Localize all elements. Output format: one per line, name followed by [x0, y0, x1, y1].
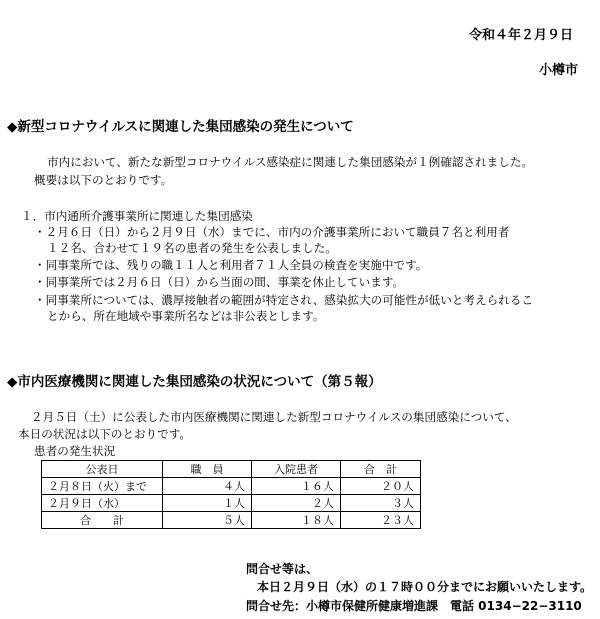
table-cell-inpatients: ２人 [252, 495, 341, 512]
section2-intro-line: 本日の状況は以下のとおりです。 [18, 427, 191, 441]
patient-status-table [41, 460, 421, 529]
section1-intro-line: 概要は以下のとおりです。 [34, 173, 173, 187]
section1-bullet: ・同事業所では、残りの職１１人と利用者７１人全員の検査を実施中です。 [34, 258, 428, 272]
document-date: 令和４年２月９日 [468, 28, 573, 43]
section2-intro-line: ２月５日（土）に公表した市内医療機関に関連した新型コロナウイルスの集団感染について、 [31, 410, 517, 424]
issuing-organization: 小樽市 [538, 63, 578, 78]
table-cell-inpatients: １８人 [252, 512, 341, 529]
section1-bullet: ・同事業所については、濃厚接触者の範囲が特定され、感染拡大の可能性が低いと考えられるこ [34, 293, 533, 307]
table-cell-staff: ５人 [163, 512, 252, 529]
table-header-cell: 入院患者 [252, 461, 341, 478]
table-header-row [42, 461, 421, 478]
table-row [42, 478, 421, 495]
contact-hours: 本日２月９日（水）の１７時００分までにお願いいたします。 [257, 580, 593, 594]
section1-bullet: ・２月６日（日）から２月９日（水）までに、市内の介護事業所において職員７名と利用者 [34, 225, 510, 239]
section1-bullet: ・同事業所では２月６日（日）から当面の間、事業を休止しています。 [34, 275, 405, 289]
table-header-cell: 公表日 [42, 461, 163, 478]
section1-title: ◆新型コロナウイルスに関連した集団感染の発生について [7, 119, 354, 135]
contact-info: 問合せ先：小樽市保健所健康増進課 電話 0134−22−3110 [246, 599, 582, 613]
table-cell-date: ２月９日（水） [42, 495, 163, 512]
table-cell-staff: ４人 [163, 478, 252, 495]
table-row [42, 495, 421, 512]
section1-bullet-continuation: １２名、合わせて１９名の患者の発生を公表しました。 [47, 241, 337, 255]
section2-title: ◆市内医療機関に関連した集団感染の状況について（第５報） [7, 374, 382, 390]
table-header-cell: 職 員 [163, 461, 252, 478]
table-caption: 患者の発生状況 [34, 444, 116, 458]
table-cell-total: ３人 [341, 495, 421, 512]
section1-intro-line: 市内において、新たな新型コロナウイルス感染症に関連した集団感染が１例確認されました。 [47, 155, 534, 169]
table-cell-total: ２０人 [341, 478, 421, 495]
table-cell-staff: １人 [163, 495, 252, 512]
table-total-row [42, 512, 421, 529]
table-cell-date: ２月８日（火）まで [42, 478, 163, 495]
table-cell-total-label: 合 計 [42, 512, 163, 529]
table-cell-inpatients: １６人 [252, 478, 341, 495]
table-header-cell: 合 計 [341, 461, 421, 478]
section1-bullet-continuation: とから、所在地域や事業所名などは非公表とします。 [47, 309, 325, 323]
table-cell-total: ２３人 [341, 512, 421, 529]
contact-label: 問合せ等は、 [246, 562, 319, 576]
section1-item-heading: １．市内通所介護事業所に関連した集団感染 [21, 209, 253, 223]
